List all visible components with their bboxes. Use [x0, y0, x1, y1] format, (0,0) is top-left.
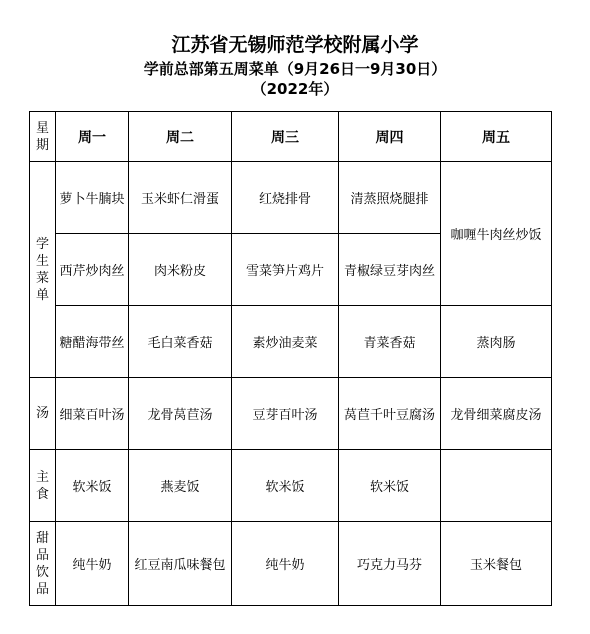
table-row	[30, 306, 552, 378]
menu-cell	[441, 450, 552, 522]
table-row	[30, 378, 552, 450]
menu-cell: 肉米粉皮	[129, 234, 232, 306]
day-header-fri: 周五	[441, 112, 552, 162]
soup-label: 汤	[30, 378, 56, 450]
menu-cell: 软米饭	[232, 450, 339, 522]
menu-cell: 龙骨细菜腐皮汤	[441, 378, 552, 450]
menu-cell: 西芹炒肉丝	[56, 234, 129, 306]
menu-cell: 红烧排骨	[232, 162, 339, 234]
menu-cell: 素炒油麦菜	[232, 306, 339, 378]
table-row	[30, 450, 552, 522]
menu-cell: 雪菜笋片鸡片	[232, 234, 339, 306]
menu-cell: 蒸肉肠	[441, 306, 552, 378]
menu-cell: 细菜百叶汤	[56, 378, 129, 450]
menu-cell: 萝卜牛腩块	[56, 162, 129, 234]
menu-subtitle: 学前总部第五周菜单（9月26日一9月30日）	[143, 60, 447, 78]
school-title: 江苏省无锡师范学校附属小学	[171, 34, 419, 56]
weekday-corner-label: 星 期	[30, 112, 56, 162]
student-menu-label: 学 生 菜 单	[30, 162, 56, 378]
day-header-tue: 周二	[129, 112, 232, 162]
menu-cell: 青菜香菇	[339, 306, 441, 378]
weekly-menu-table	[29, 111, 552, 606]
menu-cell: 龙骨莴苣汤	[129, 378, 232, 450]
menu-cell: 青椒绿豆芽肉丝	[339, 234, 441, 306]
menu-cell: 豆芽百叶汤	[232, 378, 339, 450]
menu-cell: 巧克力马芬	[339, 522, 441, 606]
day-header-wed: 周三	[232, 112, 339, 162]
menu-cell: 燕麦饭	[129, 450, 232, 522]
menu-cell: 纯牛奶	[56, 522, 129, 606]
menu-cell: 软米饭	[56, 450, 129, 522]
menu-cell: 清蒸照烧腿排	[339, 162, 441, 234]
menu-cell: 红豆南瓜味餐包	[129, 522, 232, 606]
menu-cell: 软米饭	[339, 450, 441, 522]
menu-cell: 玉米虾仁滑蛋	[129, 162, 232, 234]
friday-main-dish: 咖喱牛肉丝炒饭	[441, 162, 552, 306]
menu-cell: 糖醋海带丝	[56, 306, 129, 378]
staple-label: 主 食	[30, 450, 56, 522]
menu-cell: 纯牛奶	[232, 522, 339, 606]
menu-cell: 玉米餐包	[441, 522, 552, 606]
dessert-label: 甜 品 饮 品	[30, 522, 56, 606]
day-header-thu: 周四	[339, 112, 441, 162]
menu-cell: 毛白菜香菇	[129, 306, 232, 378]
table-row	[30, 522, 552, 606]
menu-year: （2022年）	[251, 80, 339, 98]
table-header-row	[30, 112, 552, 162]
day-header-mon: 周一	[56, 112, 129, 162]
menu-cell: 莴苣千叶豆腐汤	[339, 378, 441, 450]
table-row	[30, 162, 552, 234]
